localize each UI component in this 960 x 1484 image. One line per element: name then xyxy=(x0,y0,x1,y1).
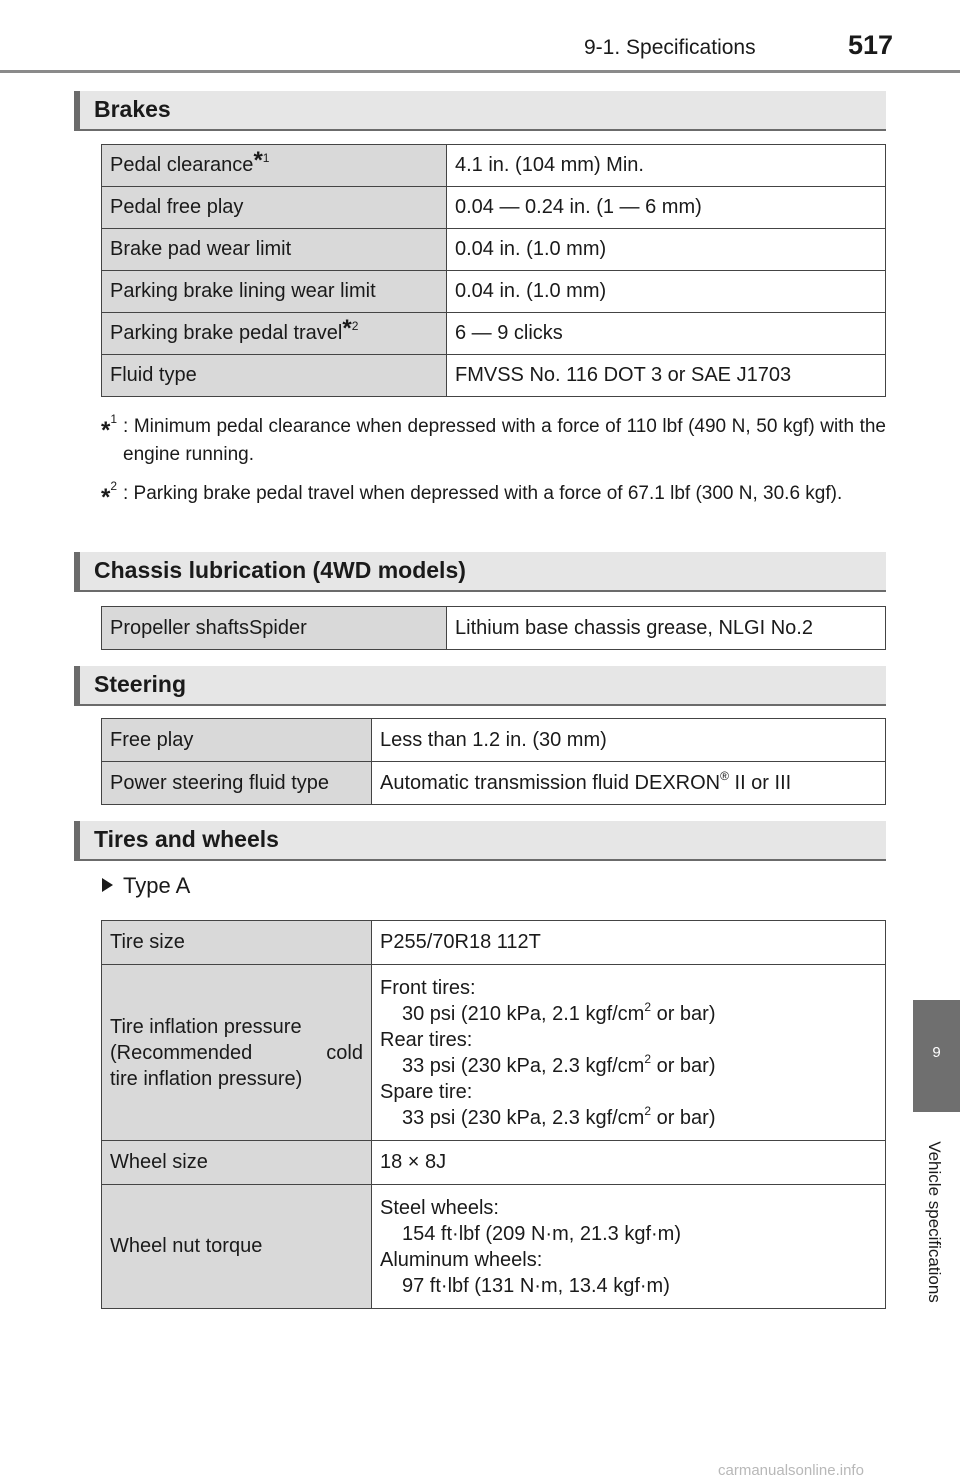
table-row xyxy=(102,1141,886,1185)
spec-label: Free play xyxy=(102,719,372,762)
table-row xyxy=(102,762,886,805)
spec-label: Brake pad wear limit xyxy=(102,229,447,271)
spec-value: Less than 1.2 in. (30 mm) xyxy=(372,719,886,762)
chapter-number: 9 xyxy=(932,1044,941,1061)
page-number: 517 xyxy=(848,30,894,60)
spec-label: Pedal clearance$^{*1}$ xyxy=(102,145,447,187)
spec-value: Steel wheels: 154 ft·lbf (209 N·m, 21.3 kgf·m) Aluminum wheels: 97 ft·lbf (131 N·m, 13.4 kgf·m) xyxy=(372,1185,886,1309)
spec-value: 6 — 9 clicks xyxy=(447,313,886,355)
table-row xyxy=(102,313,886,355)
footnote xyxy=(101,479,886,511)
table-row xyxy=(102,965,886,1141)
spec-label: Tire inflation pressure (Recommended cold tire inflation pressure) xyxy=(102,965,372,1141)
footnote-marker: *$^1$ xyxy=(101,412,118,444)
footnote-text: : Parking brake pedal travel when depressed with a force of 67.1 lbf (300 N, 30.6 kgf). xyxy=(123,483,843,504)
table-row xyxy=(102,1185,886,1309)
spec-label: Wheel size xyxy=(102,1141,372,1185)
spec-value: Lithium base chassis grease, NLGI No.2 xyxy=(447,607,886,650)
spec-label: Tire size xyxy=(102,921,372,965)
table-row xyxy=(102,355,886,397)
brakes-table xyxy=(101,144,886,397)
table-row xyxy=(102,719,886,762)
footnote-text: : Minimum pedal clearance when depressed with a force of 110 lbf (490 N, 50 kgf) with the engine running. xyxy=(123,416,886,465)
footnote-marker: *$^2$ xyxy=(101,479,118,511)
section-heading-chassis xyxy=(74,552,886,592)
table-row xyxy=(102,921,886,965)
table-row xyxy=(102,229,886,271)
section-heading-brakes xyxy=(74,91,886,131)
triangle-bullet-icon xyxy=(102,878,113,892)
spec-value: 18 × 8J xyxy=(372,1141,886,1185)
spec-value: 0.04 in. (1.0 mm) xyxy=(447,271,886,313)
watermark: carmanualsonline.info xyxy=(718,1462,864,1479)
table-row xyxy=(102,145,886,187)
section-heading-tires xyxy=(74,821,886,861)
chassis-table xyxy=(101,606,886,650)
type-label: Type A xyxy=(102,873,190,899)
table-row xyxy=(102,271,886,313)
spec-value: 4.1 in. (104 mm) Min. xyxy=(447,145,886,187)
section-title: 9-1. Specifications xyxy=(584,36,756,59)
tires-table xyxy=(101,920,886,1309)
spec-value: P255/70R18 112T xyxy=(372,921,886,965)
spec-label: Wheel nut torque xyxy=(102,1185,372,1309)
spec-label: Propeller shaftsSpider xyxy=(102,607,447,650)
footnote xyxy=(101,413,886,469)
spec-label: Power steering fluid type xyxy=(102,762,372,805)
spec-label: Pedal free play xyxy=(102,187,447,229)
chapter-title: Vehicle specifications xyxy=(925,1141,944,1303)
section-heading-label: Brakes xyxy=(94,96,171,122)
spec-label: Fluid type xyxy=(102,355,447,397)
spec-value: 0.04 — 0.24 in. (1 — 6 mm) xyxy=(447,187,886,229)
spec-label: Parking brake lining wear limit xyxy=(102,271,447,313)
steering-table xyxy=(101,718,886,805)
table-row xyxy=(102,187,886,229)
spec-value: Front tires: 30 psi (210 kPa, 2.1 kgf/$cm^2$ or bar) Rear tires: 33 psi (230 kPa, 2.3 kgf/$cm^2$ or bar) Spare tire: 33 psi (230 kPa, 2.3 kgf/$cm^2$ or bar) xyxy=(372,965,886,1141)
section-heading-steering xyxy=(74,666,886,706)
section-heading-label: Steering xyxy=(94,671,187,697)
header-rule xyxy=(0,70,960,73)
section-heading-label: Tires and wheels xyxy=(94,826,279,852)
spec-value: FMVSS No. 116 DOT 3 or SAE J1703 xyxy=(447,355,886,397)
spec-label: Parking brake pedal travel$^{*2}$ xyxy=(102,313,447,355)
table-row xyxy=(102,607,886,650)
section-heading-label: Chassis lubrication (4WD models) xyxy=(94,557,466,583)
spec-value: Automatic transmission fluid DEXRON® II or III xyxy=(372,762,886,805)
spec-value: 0.04 in. (1.0 mm) xyxy=(447,229,886,271)
